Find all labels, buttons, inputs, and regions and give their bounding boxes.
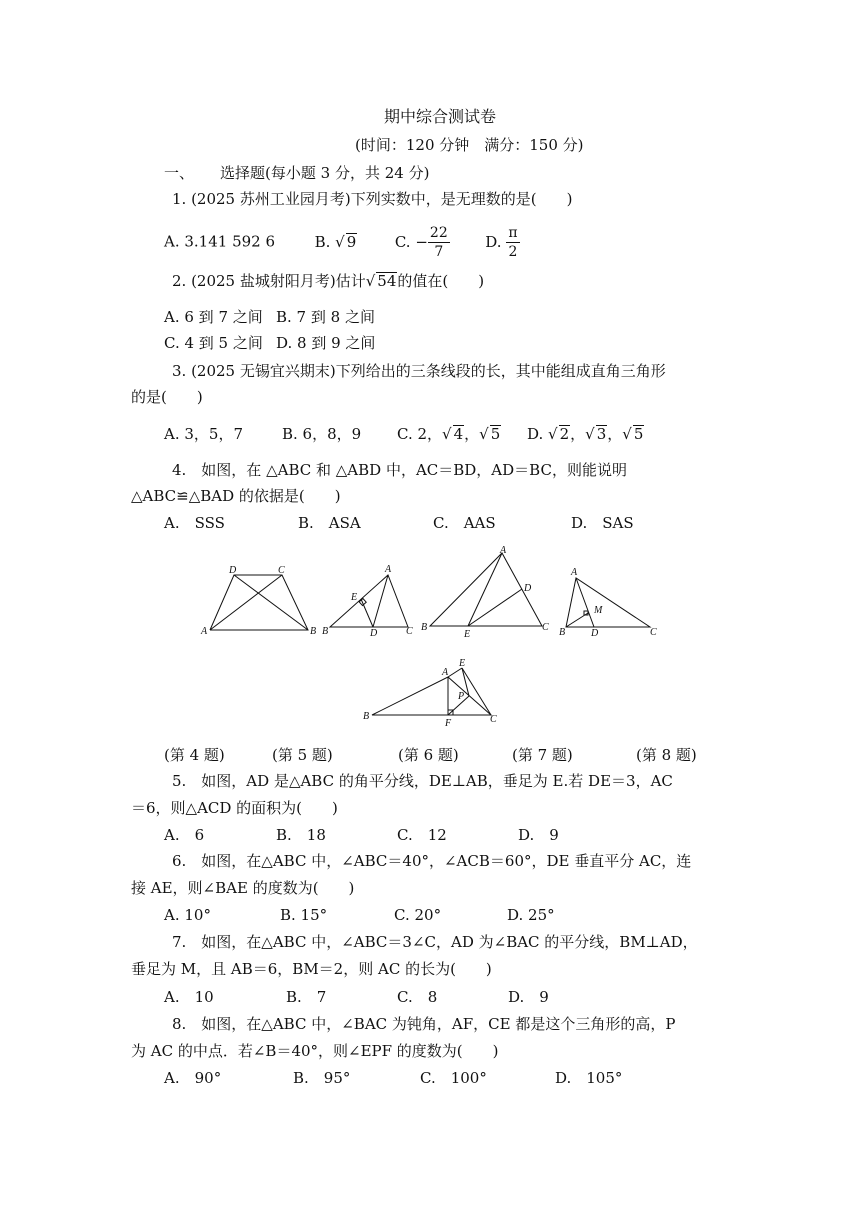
fig4-label-d: D <box>229 565 237 576</box>
q3-option-a: A. 3，5，7 <box>164 425 243 443</box>
q2-option-c: C. 4 到 5 之间 <box>164 334 263 352</box>
fig6-label-c: C <box>542 622 549 633</box>
figure-q8 <box>362 654 502 738</box>
q5-stem-line1: 5. 如图，AD 是△ABC 的角平分线，DE⊥AB，垂足为 E.若 DE＝3，AC <box>172 772 673 790</box>
q8-option-d: D. 105° <box>555 1069 623 1087</box>
fig4-label-a: A <box>201 626 208 637</box>
fig7-label-c: C <box>650 627 657 638</box>
figure-q7 <box>558 560 664 644</box>
fig5-label-a: A <box>385 564 392 575</box>
q5-stem-line2: ＝6，则△ACD 的面积为( ) <box>131 799 338 817</box>
page-subtitle: (时间：120 分钟 满分：150 分) <box>355 136 584 154</box>
fig6-label-a: A <box>500 545 507 556</box>
q6-option-c: C. 20° <box>394 906 442 924</box>
fig8-label-a: A <box>442 667 449 678</box>
q7-stem-line1: 7. 如图，在△ABC 中，∠ABC＝3∠C，AD 为∠BAC 的平分线，BM⊥AD， <box>172 933 698 951</box>
q2-option-b: B. 7 到 8 之间 <box>276 308 375 326</box>
fig8-label-c: C <box>490 714 497 725</box>
fig6-label-b: B <box>421 622 428 633</box>
fig4-label-c: C <box>278 565 285 576</box>
q7-stem-line2: 垂足为 M，且 AB＝6，BM＝2，则 AC 的长为( ) <box>131 960 492 978</box>
q2-stem: 2. (2025 盐城射阳月考)估计√ 54的值在( ) <box>172 272 485 290</box>
q1-option-c: C. − $\frac{22}{7}$ <box>394 225 448 260</box>
q5-option-a: A. 6 <box>164 826 205 844</box>
q1-option-d: D. $\frac{\pi}{2}$ <box>485 225 518 260</box>
fig5-label-c: C <box>406 626 413 637</box>
figure-q6 <box>418 544 558 644</box>
caption-q5: (第 5 题) <box>272 746 333 764</box>
figure-q5 <box>320 560 420 644</box>
q5-option-c: C. 12 <box>397 826 447 844</box>
section-heading <box>164 162 429 184</box>
q1-option-b: B. √ 9 <box>314 232 357 251</box>
caption-q8: (第 8 题) <box>636 746 697 764</box>
q7-option-a: A. 10 <box>164 988 214 1006</box>
q5-option-d: D. 9 <box>518 826 559 844</box>
q4-option-a: A. SSS <box>164 514 225 532</box>
q8-option-c: C. 100° <box>420 1069 487 1087</box>
q3-option-b: B. 6，8，9 <box>282 425 362 443</box>
q6-stem-line1: 6. 如图，在△ABC 中，∠ABC＝40°，∠ACB＝60°，DE 垂直平分 AC，连 <box>172 852 692 870</box>
q5-option-b: B. 18 <box>276 826 326 844</box>
caption-q4: (第 4 题) <box>164 746 225 764</box>
caption-q6: (第 6 题) <box>398 746 459 764</box>
section-number: 一、 <box>164 164 195 182</box>
fig5-label-b: B <box>322 626 329 637</box>
fig6-label-d: D <box>524 583 532 594</box>
q8-stem-line1: 8. 如图，在△ABC 中，∠BAC 为钝角，AF，CE 都是这个三角形的高，P <box>172 1015 676 1033</box>
fig8-label-b: B <box>363 711 370 722</box>
q7-option-b: B. 7 <box>286 988 327 1006</box>
section-title: 选择题(每小题 3 分，共 24 分) <box>220 164 430 182</box>
figure-q4 <box>196 560 320 644</box>
q3-option-c: C. 2，√ 4，√ 5 <box>397 425 501 443</box>
q4-option-d: D. SAS <box>571 514 634 532</box>
fig7-label-d: D <box>591 628 599 639</box>
fig8-label-p: P <box>458 691 465 702</box>
q2-option-a: A. 6 到 7 之间 <box>164 308 263 326</box>
fig8-label-f: F <box>445 718 452 729</box>
q6-option-a: A. 10° <box>164 906 211 924</box>
q6-stem-line2: 接 AE，则∠BAE 的度数为( ) <box>131 879 355 897</box>
q8-option-a: A. 90° <box>164 1069 222 1087</box>
fig4-label-b: B <box>310 626 317 637</box>
q8-option-b: B. 95° <box>293 1069 351 1087</box>
q3-stem-line2: 的是( ) <box>131 388 203 406</box>
page-title: 期中综合测试卷 <box>384 107 497 126</box>
q6-option-b: B. 15° <box>280 906 328 924</box>
q2-option-d: D. 8 到 9 之间 <box>276 334 376 352</box>
fig7-label-b: B <box>559 627 566 638</box>
q7-option-d: D. 9 <box>508 988 549 1006</box>
q1-stem: 1. (2025 苏州工业园月考)下列实数中，是无理数的是( ) <box>172 190 573 208</box>
caption-q7: (第 7 题) <box>512 746 573 764</box>
fig6-label-e: E <box>464 629 471 640</box>
q3-option-d: D. √ 2，√ 3，√ 5 <box>527 425 644 443</box>
fig7-label-m: M <box>594 605 603 616</box>
q8-stem-line2: 为 AC 的中点．若∠B＝40°，则∠EPF 的度数为( ) <box>131 1042 499 1060</box>
fig7-label-a: A <box>571 567 578 578</box>
q7-option-c: C. 8 <box>397 988 438 1006</box>
fig5-label-e: E <box>351 592 358 603</box>
q1-options <box>164 224 520 261</box>
q4-option-b: B. ASA <box>298 514 361 532</box>
q1-option-a: A. 3.141 592 6 <box>164 232 276 251</box>
q4-stem-line1: 4. 如图，在 △ABC 和 △ABD 中，AC＝BD，AD＝BC，则能说明 <box>172 461 627 479</box>
q4-option-c: C. AAS <box>433 514 496 532</box>
q4-stem-line2: △ABC≌△BAD 的依据是( ) <box>131 487 341 505</box>
fig8-label-e: E <box>459 658 466 669</box>
q3-stem-line1: 3. (2025 无锡宜兴期末)下列给出的三条线段的长，其中能组成直角三角形 <box>172 362 666 380</box>
fig5-label-d: D <box>370 628 378 639</box>
q6-option-d: D. 25° <box>507 906 555 924</box>
